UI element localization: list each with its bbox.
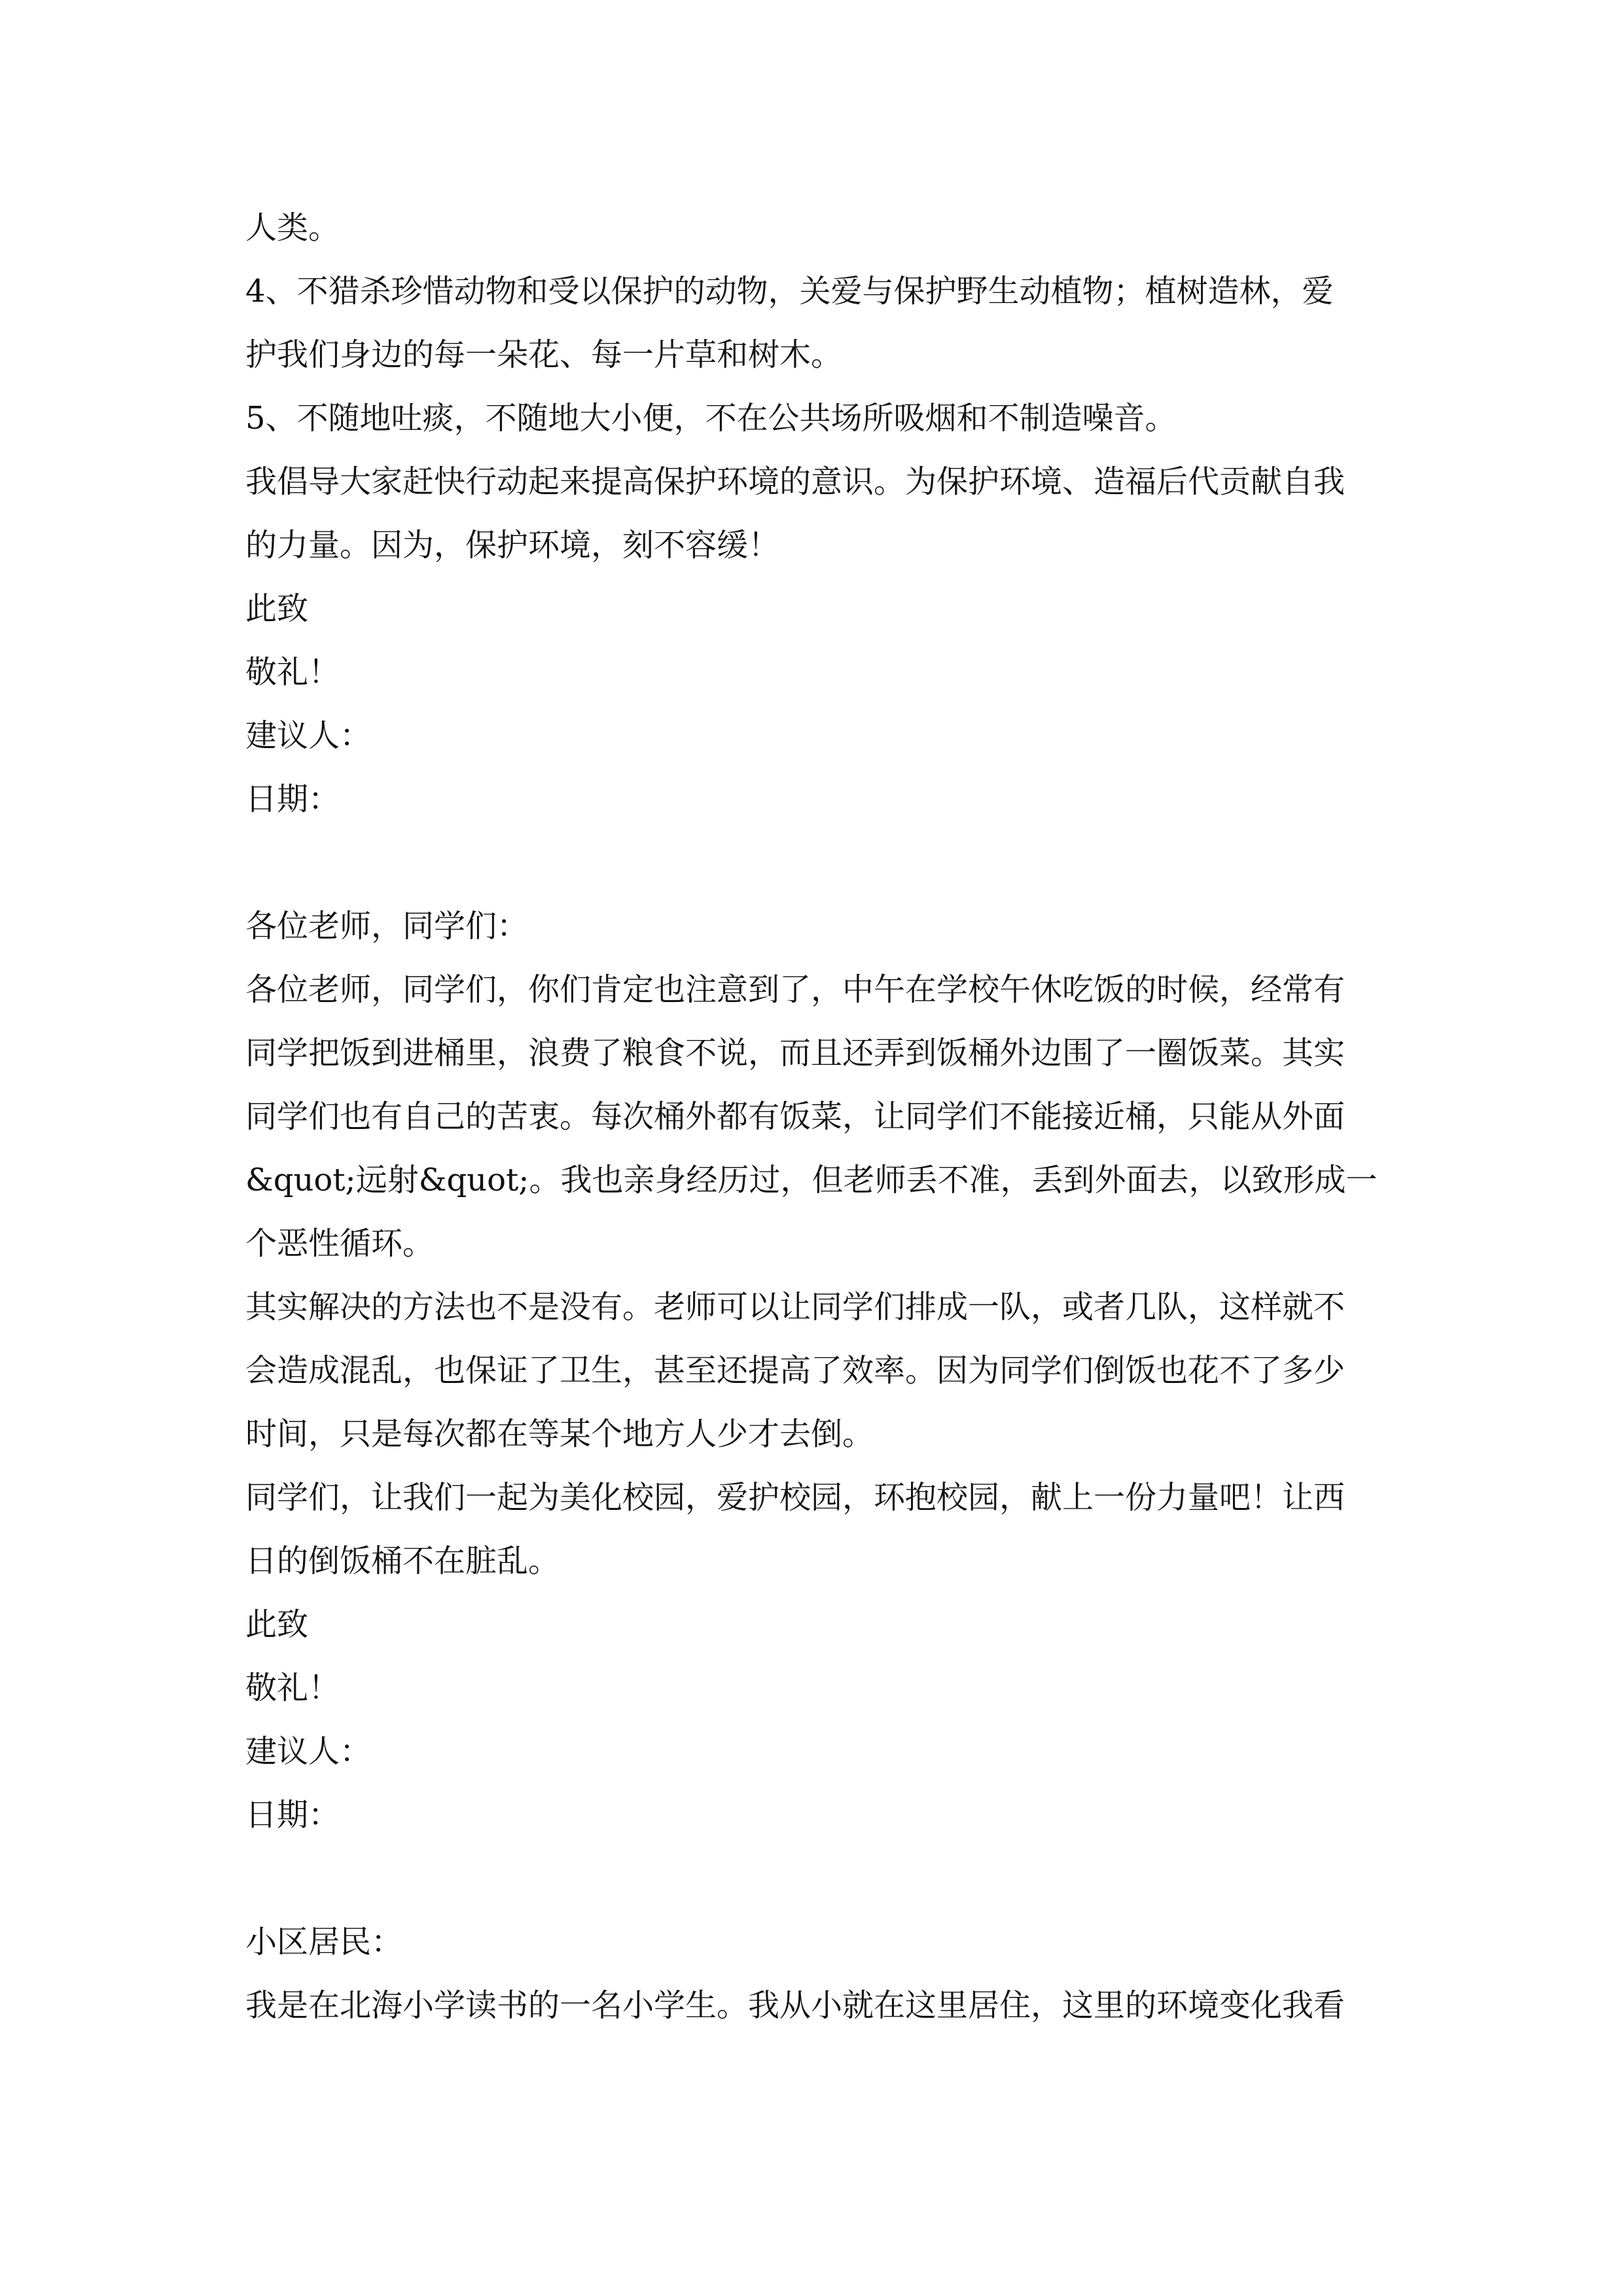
text-line: 我是在北海小学读书的一名小学生。我从小就在这里居住，这里的环境变化我看	[245, 1987, 1346, 2024]
text-line: 会造成混乱，也保证了卫生，甚至还提高了效率。因为同学们倒饭也花不了多少	[245, 1352, 1346, 1389]
letter-greeting: 各位老师，同学们：	[245, 908, 529, 944]
text-line: 个恶性循环。	[245, 1225, 435, 1262]
letter-salute: 敬礼！	[245, 1670, 340, 1706]
text-line: 同学把饭到进桶里，浪费了粮食不说，而且还弄到饭桶外边围了一圈饭菜。其实	[245, 1035, 1346, 1071]
letter-date: 日期：	[245, 1797, 340, 1833]
letter-signer: 建议人：	[245, 717, 372, 754]
letter-2	[245, 895, 1381, 1847]
document-body	[245, 196, 1381, 2037]
letter-salute: 敬礼！	[245, 654, 340, 691]
text-line: 同学们也有自己的苦衷。每次桶外都有饭菜，让同学们不能接近桶，只能从外面	[245, 1098, 1346, 1135]
letter-1	[245, 196, 1381, 831]
text-line: 同学们，让我们一起为美化校园，爱护校园，环抱校园，献上一份力量吧！让西	[245, 1479, 1346, 1516]
letter-3	[245, 1910, 1381, 2037]
text-line: &quot;远射&quot;。我也亲身经历过，但老师丢不准，丢到外面去，以致形成一	[245, 1162, 1378, 1198]
text-line: 4、不猎杀珍惜动物和受以保护的动物，关爱与保护野生动植物；植树造林，爱	[245, 273, 1334, 310]
section-gap	[245, 831, 1381, 895]
text-line: 我倡导大家赶快行动起来提高保护环境的意识。为保护环境、造福后代贡献自我	[245, 463, 1346, 500]
text-line: 护我们身边的每一朵花、每一片草和树木。	[245, 336, 843, 373]
letter-closing: 此致	[245, 590, 309, 627]
section-gap	[245, 1847, 1381, 1910]
letter-signer: 建议人：	[245, 1733, 372, 1770]
text-line: 的力量。因为，保护环境，刻不容缓！	[245, 527, 780, 564]
text-line: 各位老师，同学们，你们肯定也注意到了，中午在学校午休吃饭的时候，经常有	[245, 971, 1346, 1008]
letter-greeting: 小区居民：	[245, 1924, 403, 1960]
text-line: 其实解决的方法也不是没有。老师可以让同学们排成一队，或者几队，这样就不	[245, 1289, 1346, 1325]
text-line: 5、不随地吐痰，不随地大小便，不在公共场所吸烟和不制造噪音。	[245, 400, 1177, 437]
text-line: 时间，只是每次都在等某个地方人少才去倒。	[245, 1416, 874, 1452]
letter-closing: 此致	[245, 1606, 309, 1643]
text-line: 日的倒饭桶不在脏乱。	[245, 1543, 560, 1579]
letter-date: 日期：	[245, 781, 340, 817]
text-line: 人类。	[245, 209, 340, 246]
